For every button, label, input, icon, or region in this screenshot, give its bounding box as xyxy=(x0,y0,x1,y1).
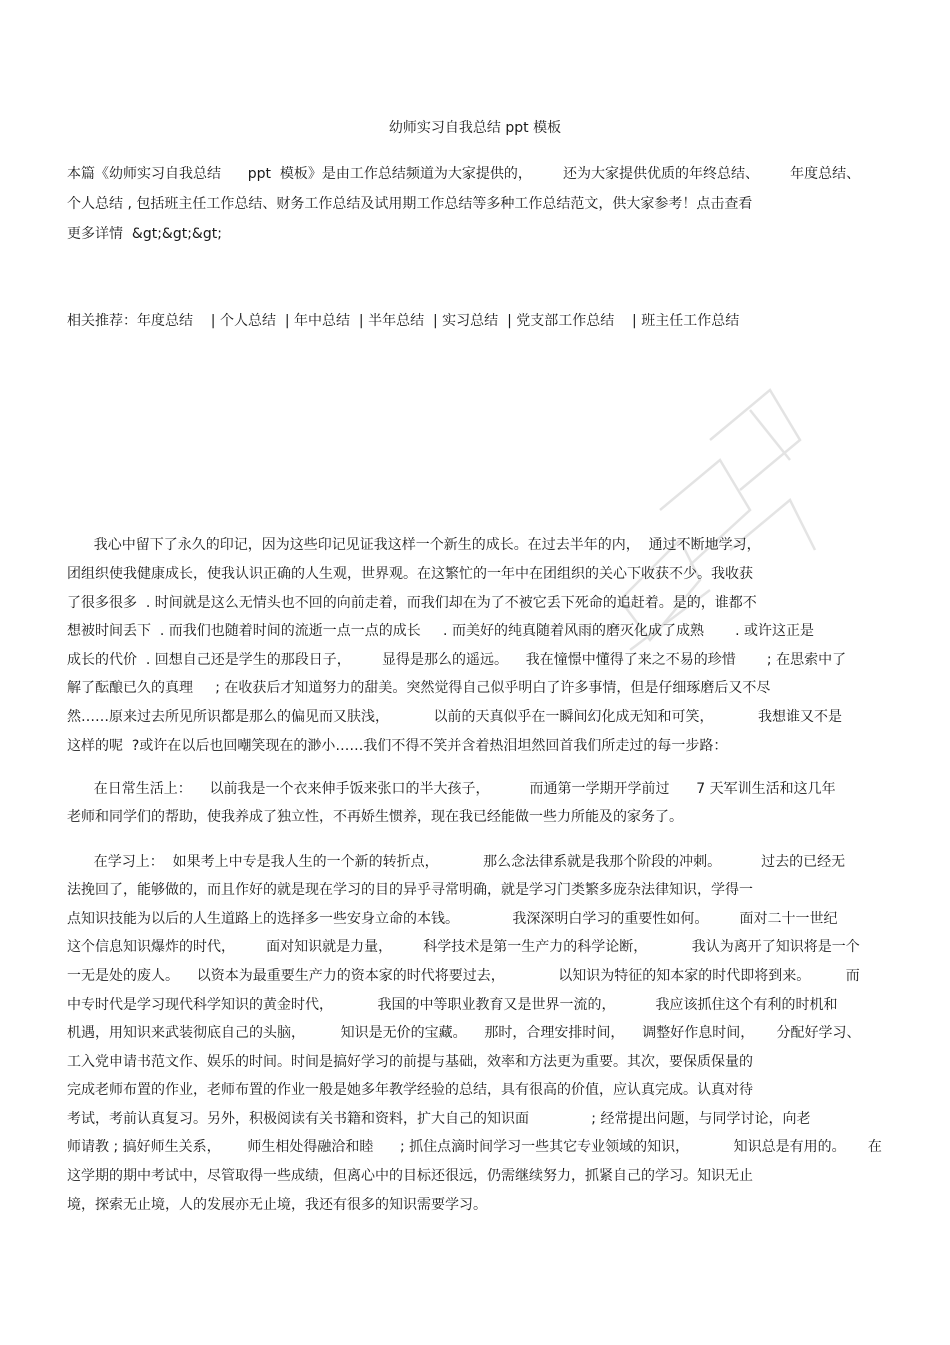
text-line: 一无是处的废人。 以资本为最重要生产力的资本家的时代将要过去， 以知识为特征的知本家的时代即将到来。 而 xyxy=(67,968,860,984)
text-line: 在学习上： 如果考上中专是我人生的一个新的转折点， 那么念法律系就是我那个阶段的冲刺。 过去的已经无 xyxy=(67,854,846,870)
text-line: 了很多很多 . 时间就是这么无情头也不回的向前走着，而我们却在为了不被它丢下死命的追赶着。是的，谁都不 xyxy=(67,595,757,611)
text-line: 法挽回了，能够做的，而且作好的就是现在学习的目的异乎寻常明确，就是学习门类繁多庞杂法律知识，学得一 xyxy=(67,882,753,898)
text-line: 考试，考前认真复习。另外，积极阅读有关书籍和资料，扩大自己的知识面 ; 经常提出问题，与同学讨论，向老 xyxy=(67,1111,811,1127)
text-line: 师请教 ; 搞好师生关系， 师生相处得融洽和睦 ; 抓住点滴时间学习一些其它专业领域的知识， 知识总是有用的。 在 xyxy=(67,1139,882,1155)
text-line: 点知识技能为以后的人生道路上的选择多一些安身立命的本钱。 我深深明白学习的重要性如何。 面对二十一世纪 xyxy=(67,911,838,927)
intro-more-link[interactable]: 更多详情 &gt;&gt;&gt; xyxy=(67,226,222,242)
text-line: 这个信息知识爆炸的时代， 面对知识就是力量， 科学技术是第一生产力的科学论断， 我认为离开了知识将是一个 xyxy=(67,939,860,955)
page-title: 幼师实习自我总结 ppt 模板 xyxy=(388,120,562,136)
text-line: 在日常生活上： 以前我是一个衣来伸手饭来张口的半大孩子， 而通第一学期开学前过 7 天军训生活和这几年 xyxy=(67,781,836,797)
text-line: 中专时代是学习现代科学知识的黄金时代， 我国的中等职业教育又是世界一流的， 我应该抓住这个有利的时机和 xyxy=(67,997,838,1013)
text-line: 机遇，用知识来武装彻底自己的头脑， 知识是无价的宝藏。 那时，合理安排时间， 调整好作息时间， 分配好学习、 xyxy=(67,1025,861,1041)
text-line: 团组织使我健康成长，使我认识正确的人生观，世界观。在这繁忙的一年中在团组织的关心下收获不少。我收获 xyxy=(67,566,753,582)
text-line: 这样的呢 ?或许在以后也回嘲笑现在的渺小……我们不得不笑并含着热泪坦然回首我们所走过的每一步路： xyxy=(67,738,728,754)
intro-line-1: 本篇《幼师实习自我总结 ppt 模板》是由工作总结频道为大家提供的， 还为大家提供优质的年终总结、 年度总结、 xyxy=(67,166,861,182)
text-line: 工入党申请书范文作、娱乐的时间。时间是搞好学习的前提与基础，效率和方法更为重要。其次，要保质保量的 xyxy=(67,1054,753,1070)
text-line: 然……原来过去所见所识都是那么的偏见而又肤浅， 以前的天真似乎在一瞬间幻化成无知和可笑， 我想谁又不是 xyxy=(67,709,843,725)
text-line: 解了酝酿已久的真理 ; 在收获后才知道努力的甜美。突然觉得自己似乎明白了许多事情，但是仔细琢磨后又不尽 xyxy=(67,680,771,696)
text-line: 成长的代价 . 回想自己还是学生的那段日子， 显得是那么的遥远。 我在憧憬中懂得了来之不易的珍惜 ; 在思索中了 xyxy=(67,652,847,668)
text-line: 想被时间丢下 . 而我们也随着时间的流逝一点一点的成长 . 而美好的纯真随着风雨的磨灭化成了成熟 . 或许这正是 xyxy=(67,623,815,639)
intro-line-2: 个人总结 , 包括班主任工作总结、财务工作总结及试用期工作总结等多种工作总结范文，供大家参考！点击查看 xyxy=(67,196,753,212)
text-line: 境，探索无止境，人的发展亦无止境，我还有很多的知识需要学习。 xyxy=(67,1197,487,1213)
text-line: 我心中留下了永久的印记，因为这些印记见证我这样一个新生的成长。在过去半年的内， 通过不断地学习， xyxy=(67,537,761,553)
text-line: 完成老师布置的作业，老师布置的作业一般是她多年教学经验的总结，具有很高的价值，应认真完成。认真对待 xyxy=(67,1082,753,1098)
related-links[interactable]: 相关推荐：年度总结 | 个人总结 | 年中总结 | 半年总结 | 实习总结 | 党支部工作总结 | 班主任工作总结 xyxy=(67,313,740,329)
text-line: 这学期的期中考试中，尽管取得一些成绩，但离心中的目标还很远，仍需继续努力，抓紧自己的学习。知识无止 xyxy=(67,1168,753,1184)
text-line: 老师和同学们的帮助，使我养成了独立性，不再娇生惯养，现在我已经能做一些力所能及的家务了。 xyxy=(67,809,683,825)
